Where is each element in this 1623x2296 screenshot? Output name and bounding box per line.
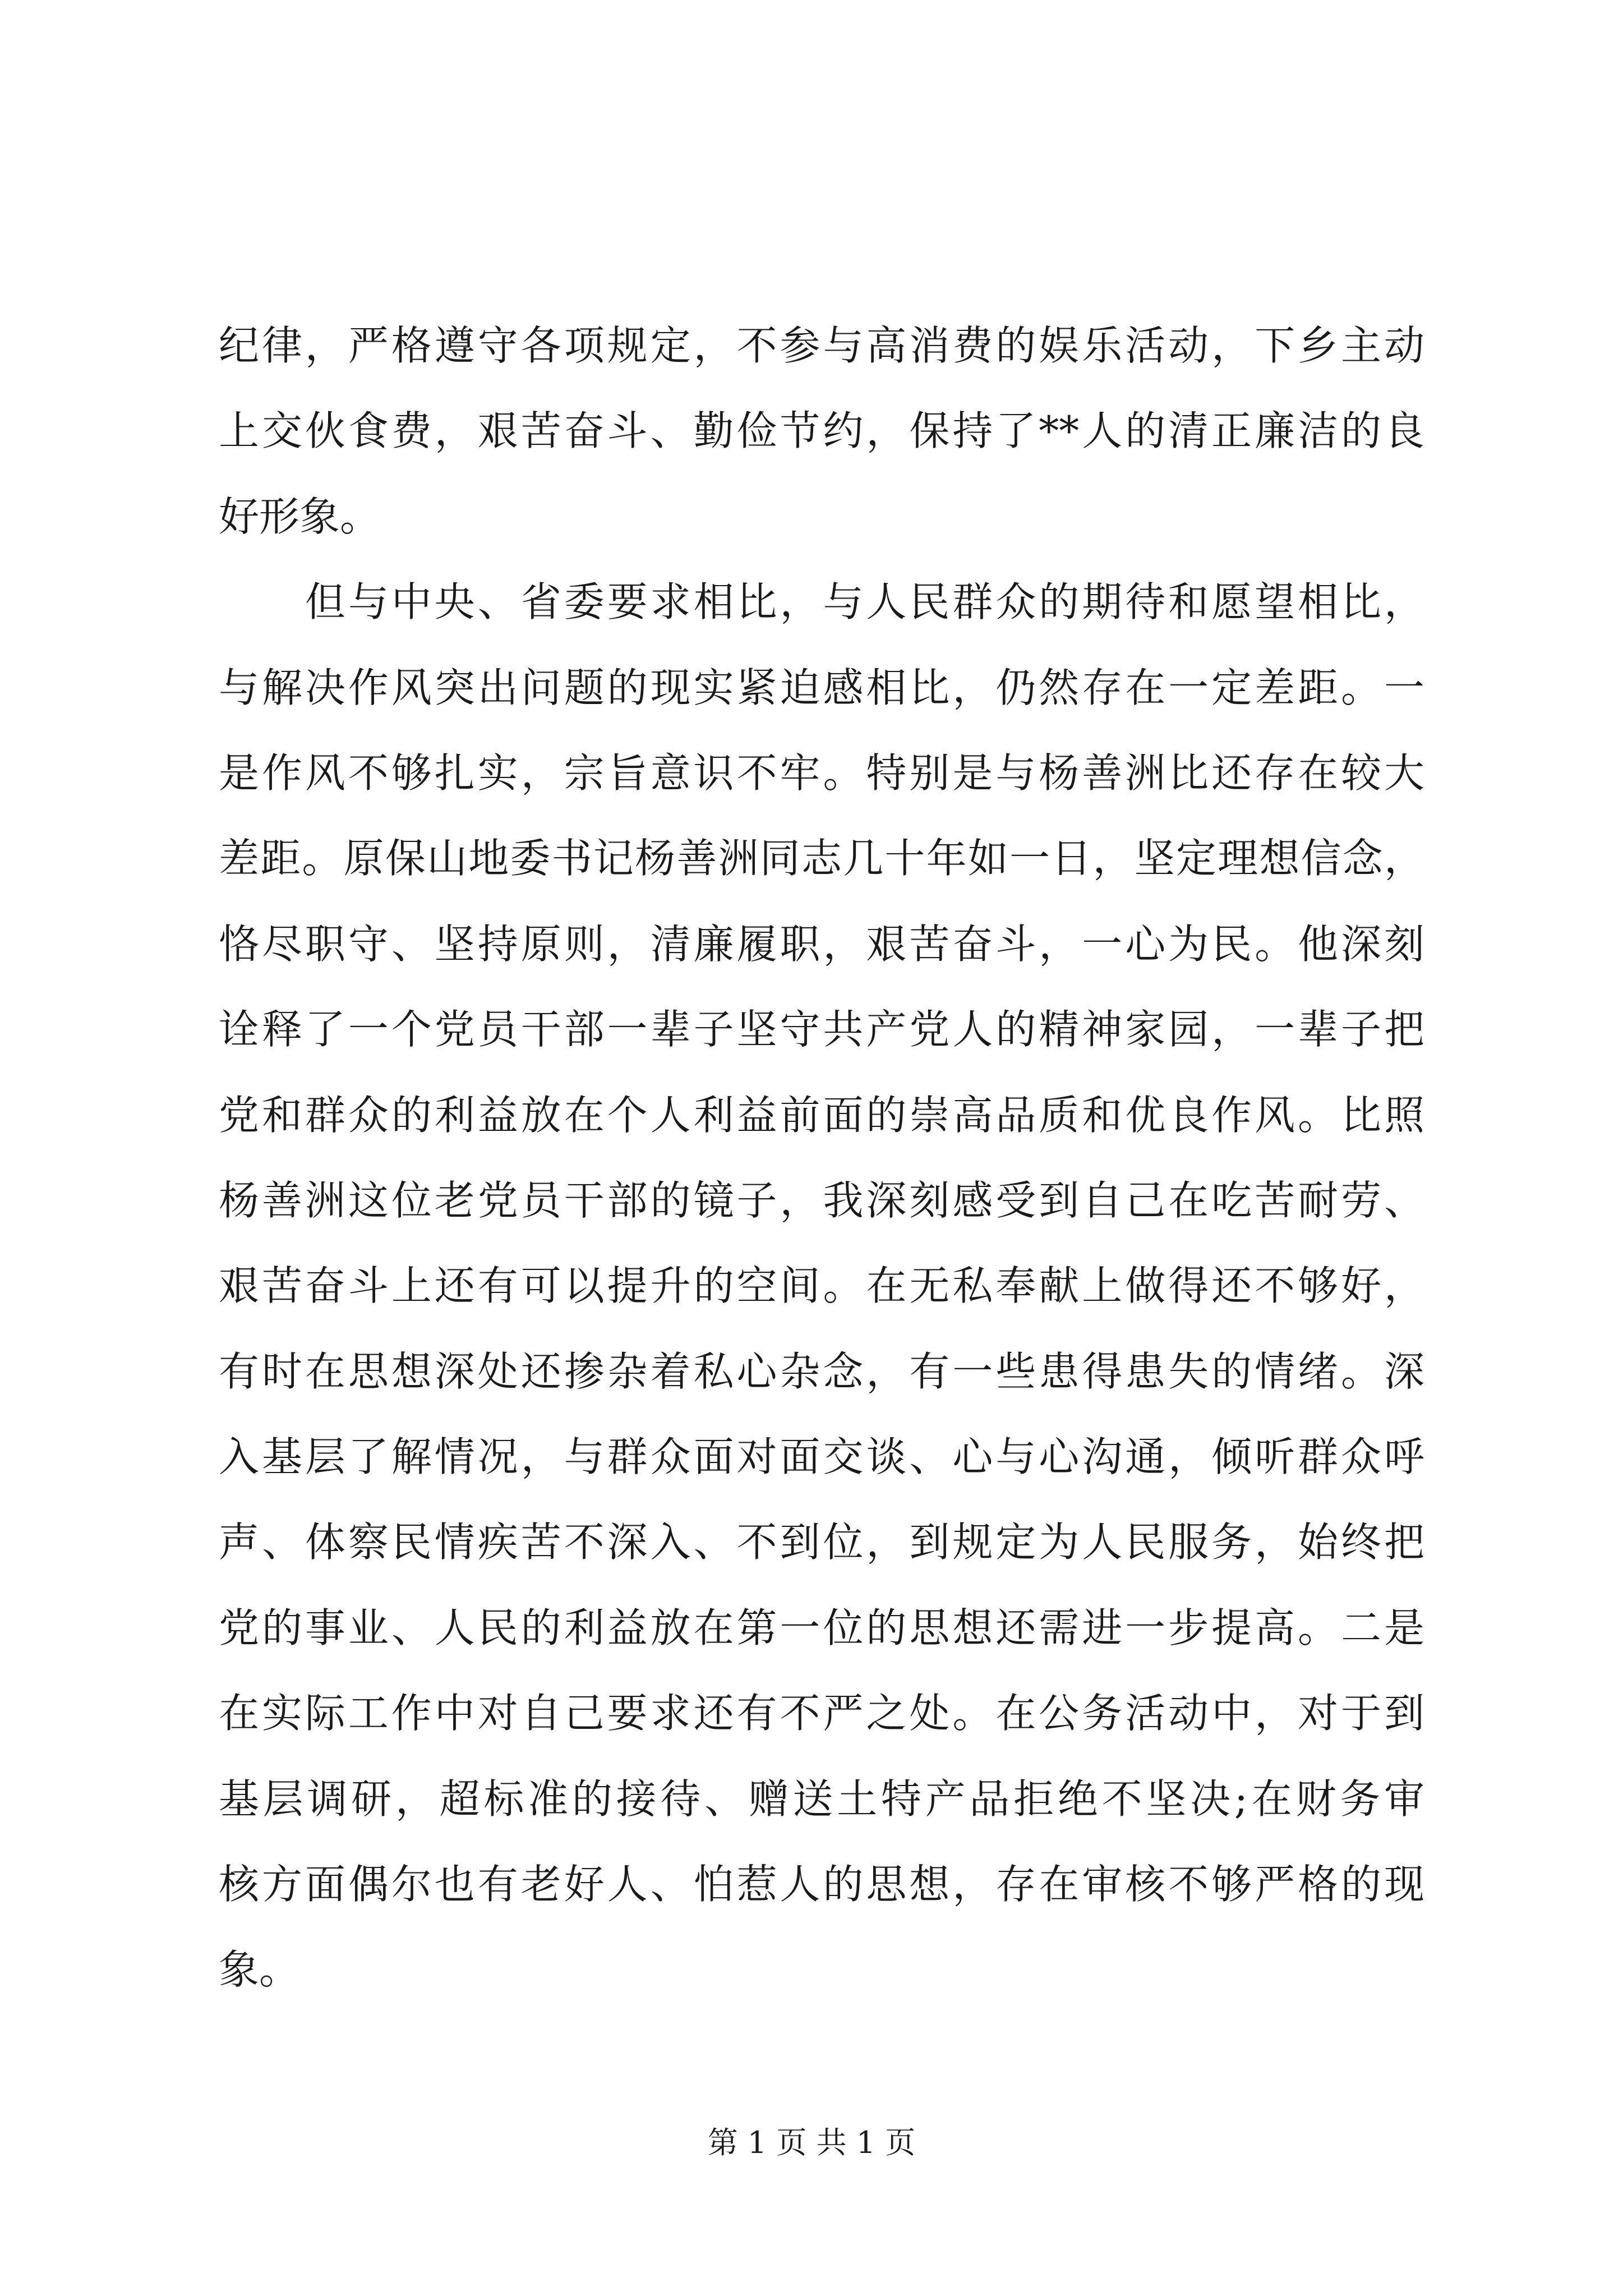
text-line: 声、体察民情疾苦不深入、不到位，到规定为人民服务，始终把: [219, 1519, 1424, 1566]
text-line: 好形象。: [219, 493, 381, 540]
text-line: 差距。原保山地委书记杨善洲同志几十年如一日，坚定理想信念，: [219, 835, 1424, 882]
text-line: 在实际工作中对自己要求还有不严之处。在公务活动中，对于到: [219, 1690, 1424, 1737]
text-line: 诠释了一个党员干部一辈子坚守共产党人的精神家园，一辈子把: [219, 1006, 1424, 1053]
text-line: 党的事业、人民的利益放在第一位的思想还需进一步提高。二是: [219, 1604, 1424, 1651]
text-line: 象。: [219, 1946, 300, 1994]
page-number: 第 1 页 共 1 页: [707, 2125, 916, 2160]
text-line: 上交伙食费，艰苦奋斗、勤俭节约，保持了**人的清正廉洁的良: [219, 407, 1424, 455]
body-text: [219, 303, 1424, 2013]
page-footer: [0, 2123, 1623, 2162]
text-line: 纪律，严格遵守各项规定，不参与高消费的娱乐活动，下乡主动: [219, 322, 1424, 369]
text-line: 基层调研，超标准的接待、赠送土特产品拒绝不坚决;在财务审: [219, 1775, 1424, 1823]
text-line: 党和群众的利益放在个人利益前面的崇高品质和优良作风。比照: [219, 1091, 1424, 1139]
text-line: 有时在思想深处还掺杂着私心杂念，有一些患得患失的情绪。深: [219, 1347, 1424, 1395]
text-line: 入基层了解情况，与群众面对面交谈、心与心沟通，倾听群众呼: [219, 1433, 1424, 1481]
text-line: 恪尽职守、坚持原则，清廉履职，艰苦奋斗，一心为民。他深刻: [219, 920, 1424, 968]
text-line: 是作风不够扎实，宗旨意识不牢。特别是与杨善洲比还存在较大: [219, 749, 1424, 797]
text-line: 杨善洲这位老党员干部的镜子，我深刻感受到自己在吃苦耐劳、: [219, 1176, 1424, 1224]
text-line: 艰苦奋斗上还有可以提升的空间。在无私奉献上做得还不够好，: [219, 1262, 1424, 1310]
text-line: 但与中央、省委要求相比，与人民群众的期待和愿望相比，: [219, 578, 1424, 626]
text-line: 核方面偶尔也有老好人、怕惹人的思想，存在审核不够严格的现: [219, 1861, 1424, 1908]
text-line: 与解决作风突出问题的现实紧迫感相比，仍然存在一定差距。一: [219, 664, 1424, 711]
